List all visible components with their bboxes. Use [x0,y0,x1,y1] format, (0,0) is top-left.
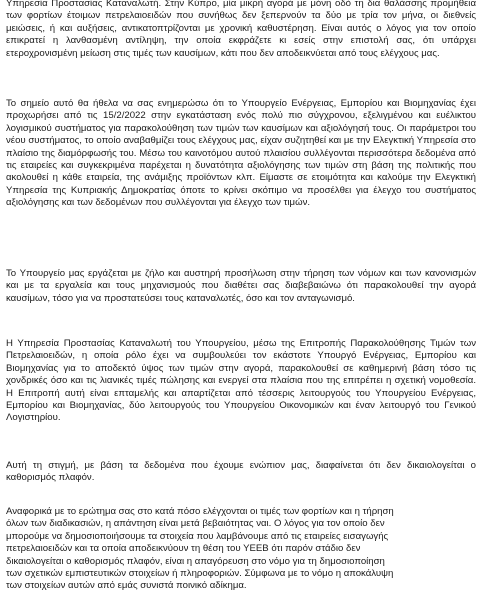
paragraph-2-text: Το σημείο αυτό θα ήθελα να σας ενημερώσω ότι το Υπουργείο Ενέργειας, Εμπορίου και Βιομηχανίας έχει προχωρήσει από τις 15/2/2022 στην εγκατάσταση ενός πολύ πιο σύγχρονου, εξελιγμένου και ευέλικτου λογισμικού συστήματος για παρακολούθηση των τιμών των καυσίμων και αξιολόγησή τους. Οι παράμετροι του νέου συστήματος, το οποίο αναβαθμίζει τους ελέγχους μας, είχαν συζητηθεί και με την Ελεγκτική Υπηρεσία στο πλαίσιο της διαμόρφωσής του. Μέσω του καινοτόμου αυτού πλαισίου συλλέγονται περισσότερα δεδομένα από τις εταιρείες και συγκεκριμένα παρέχεται η δυνατότητα αξιολόγησης των τιμών στη βάση της πολιτικής που ακολουθεί η κάθε εταιρεία, της ανάμιξης προϊόντων κλπ. Είμαστε σε ετοιμότητα και καλούμε την Ελεγκτική Υπηρεσία της Κυπριακής Δημοκρατίας όποτε το κρίνει σκόπιμο να προσέλθει για έλεγχο του συστήματος αξιολόγησης και των δεδομένων που συλλέγονται για έλεγχο των τιμών. [6,98,476,209]
paragraph-6-line-6: των σχετικών εμπιστευτικών στοιχείων ή πληροφοριών. Σύμφωνα με το νόμο η αποκάλυψη [6,568,394,580]
paragraph-1 [6,0,476,60]
paragraph-5-text: Αυτή τη στιγμή, με βάση τα δεδομένα που έχουμε ενώπιον μας, διαφαίνεται ότι δεν δικαιολογείται ο καθορισμός πλαφόν. [6,460,476,484]
paragraph-4-text: Η Υπηρεσία Προστασίας Καταναλωτή του Υπουργείου, μέσω της Επιτροπής Παρακολούθησης Τιμών των Πετρελαιοειδών, η οποία ρόλο έχει να συμβουλεύει τον εκάστοτε Υπουργό Ενέργειας, Εμπορίου και Βιομηχανίας για το αποδεκτό ύψος των τιμών στην αγορά, παρακολουθεί σε καθημερινή βάση τόσο τις χονδρικές όσο και τις λιανικές τιμές πώλησης και ενεργεί στα πλαίσια που της επιτρέπει η σχετική νομοθεσία. Η Επιτροπή αυτή είναι επταμελής και απαρτίζεται από τέσσερις λειτουργούς του Υπουργείου Ενέργειας, Εμπορίου και Βιομηχανίας, δύο λειτουργούς του Υπουργείου Οικονομικών και έναν λειτουργό του Γενικού Λογιστηρίου. [6,338,476,424]
paragraph-3 [6,268,476,305]
paragraph-4 [6,338,476,425]
paragraph-6 [6,506,476,593]
paragraph-6-line-7: των στοιχείων αυτών από εμάς συνιστά ποινικό αδίκημα. [6,580,247,592]
paragraph-5 [6,460,476,485]
paragraph-2 [6,98,476,210]
paragraph-3-text: Το Υπουργείο μας εργάζεται με ζήλο και αυστηρή προσήλωση στην τήρηση των νόμων και των κανονισμών και με τα εργαλεία και τους μηχανισμούς που διαθέτει σας διαβεβαιώνω ότι παρακολουθεί την αγορά καυσίμων, τόσο για να προστατεύσει τους καταναλωτές, όσο και τον ανταγωνισμό. [6,268,476,304]
paragraph-6-line-4: πετρελαιοειδών και τα οποία αποδεικνύουν τη θέση του ΥΕΕΒ ότι παρόν στάδιο δεν [6,543,361,555]
paragraph-6-line-2: όλων των διαδικασιών, η απάντηση είναι μετά βεβαιότητας ναι. Ο λόγος για τον οποίο δεν [6,518,385,530]
paragraph-6-line-3: μπορούμε να δημοσιοποιήσουμε τα στοιχεία που λαμβάνουμε από τις εταιρείες εισαγωγής [6,530,389,542]
paragraph-6-line-1: Αναφορικά με το ερώτημα σας στο κατά πόσο ελέγχονται οι τιμές των φορτίων και η τήρηση [6,506,394,517]
paragraph-6-line-5: δικαιολογείται ο καθορισμός πλαφόν, είναι η απαγόρευση στο νόμο για τη δημοσιοποίηση [6,555,385,567]
paragraph-1-text: Υπηρεσία Προστασίας Καταναλωτή. Στην Κύπρο, μία μικρή αγορά με μόνη οδό τη δια θαλάσσης προμήθεια των φορτίων έτοιμων πετρελαιοειδών που συνήθως δεν ξεπερνούν τα δύο με τρία τον μήνα, οι διεθνείς μειώσεις, ή και αυξήσεις, αντικατοπτρίζονται με χρονική καθυστέρηση. Είναι αυτός ο λόγος για τον οποίο επικρατεί η λανθασμένη αντίληψη, την οποία εκφράζετε κι εσείς στην επιστολή σας, ότι υπάρχει ετεροχρονισμένη μείωση στις τιμές των καυσίμων, κάτι που δεν αποδεικνύεται από τους ελέγχους μας. [6,0,476,59]
